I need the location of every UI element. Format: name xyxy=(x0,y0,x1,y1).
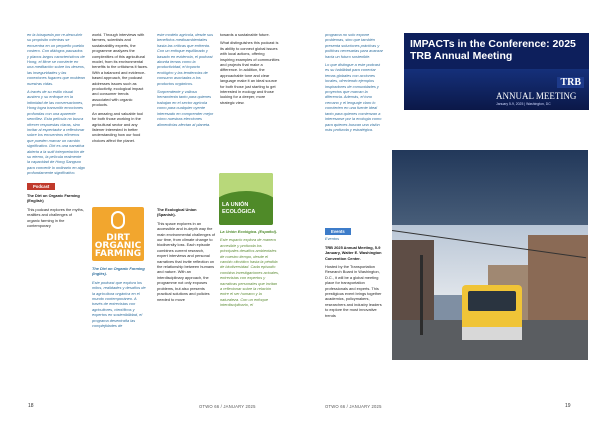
union-english-title: The Ecological Union (Spanish). xyxy=(157,207,197,218)
union-english-text-cont: towards a sustainable future. xyxy=(220,32,270,37)
trb-logo: TRB xyxy=(557,77,584,88)
trb-meeting-title: TRB 2025 Annual Meeting, 5-9 January, Walter E. Washington Convention Center. xyxy=(325,244,382,261)
union-english-text: This space explores in an accessible and in-depth way the main environmental challenges of our time, from climate change to biodiversity loss. Each episode combines current research, expert interviews and personal narratives that invite reflection on the relationship between humans and nature. With an interdisciplinary approach, the programme not only exposes problems, but also presents practical solutions and policies needed to move xyxy=(157,220,215,302)
union-english-text-2: What distinguishes this podcast is its ability to connect global issues with local actions, offering inspiring examples of communities and projects that make a difference. In addition, the approachable tone and clear language make it an ideal source for both those just starting to get interested in ecology and those looking for a deeper, more strategic view. xyxy=(220,40,280,105)
right-column-2b xyxy=(325,224,385,379)
banner-annual-meeting: ANNUAL MEETING xyxy=(496,91,577,101)
left-page-number: 18 xyxy=(28,403,34,409)
dirt-farming-cover xyxy=(92,207,144,261)
tram-photo xyxy=(392,225,588,360)
dirt-podcast-text-cont: world. Through interviews with farmers, scientists and sustainability experts, the programme analyzes the complexities of this agricultural model, from its environmental benefits to the criticisms it faces. With a balanced and evidence-based approach, the podcast addresses issues such as productivity, ecological impact and consumer trends associated with organic products. xyxy=(92,32,148,108)
right-column-2 xyxy=(325,32,385,222)
left-column-3b xyxy=(157,207,215,377)
union-spanish-text: Este espacio explora de manera accesible y profunda los principales desafíos ambientales de nuestro tiempo, desde el cambio climático hasta la pérdida de biodiversidad. Cada episodio combina investigaciones actuales, entrevistas con expertos y narrativas personales que invitan a reflexionar sobre la relación entre el ser humano y la naturaleza. Con un enfoque interdisciplinario, el xyxy=(220,237,280,308)
dirt-podcast-text-2: An amazing and valuable tool for both those working in the agricultural sector and any listener interested in better understanding how our food choices affect the planet. xyxy=(92,110,144,143)
union-cover-line2: ECOLÓGICA xyxy=(222,209,256,215)
union-spanish-title: La Unión Ecológica. (Español). xyxy=(220,229,278,234)
right-column-1b xyxy=(220,229,280,379)
dirt-cover-line3: FARMING xyxy=(94,249,142,259)
podcast-label: Podcast xyxy=(27,183,55,190)
trb-banner xyxy=(404,33,589,110)
dirt-spanish-text: Este podcast que explora los mitos, realidades y desafíos de la agricultura orgánica en el mundo contemporáneo. A través de entrevistas con agricultores, científicos y expertos en sostenibilidad, el programa desentraña las complejidades de xyxy=(92,279,146,329)
left-column-2b xyxy=(92,266,148,376)
film-review-text: en la búsqueda por re-descubrir su propósito mientras se encuentra en un pequeño pueblo costero. Con diálogos pausados y planos largos característicos de Hong, el filme se convierte en una meditación sobre los deseos, las inseguridades y las conexiones fugaces que moldean nuestras vidas. xyxy=(27,32,85,86)
left-column-1 xyxy=(27,32,85,362)
dirt-podcast-title: The Dirt on Organic Farming (English) xyxy=(27,192,80,204)
dirt-podcast-text: This podcast explores the myths, realities and challenges of organic farming in the contemporary xyxy=(27,206,84,228)
dirt-spanish-title: The Dirt on Organic Farming (Inglés). xyxy=(92,266,145,277)
events-sublabel: Eventos xyxy=(325,236,340,242)
left-footer: OTWO 66 / JANUARY 2025 xyxy=(199,404,256,409)
union-spanish-text-2: Lo que distingue a este podcast es su habilidad para conectar temas globales con acciones locales, ofreciendo ejemplos inspiradores de comunidades y proyectos que marcan la diferencia. Además, el tono cercano y el lenguaje claro lo convierten en una fuente ideal tanto para quienes comienzan a interesarse por la ecología como para quienes buscan una visión más profunda y estratégica. xyxy=(325,62,382,132)
right-page xyxy=(220,0,600,423)
left-column-3 xyxy=(157,32,215,207)
film-review-text-2: A través de su estilo visual austero y su enfoque en la intimidad de las conversaciones, Hong logra transmitir emociones profundas con una aparente sencillez. Esta película no busca ofrecer respuestas claras, sino invitar al espectador a reflexionar sobre los encuentros efímeros que pueden marcar un cambio significativo. Dirt es una narrativa abierta a la sutil interpretación de su eterno, la película realmente la capacidad de Hong Sangsoo para convertir lo ordinario en algo profundamente significativo. xyxy=(27,89,85,176)
right-footer: OTWO 66 / JANUARY 2025 xyxy=(325,404,382,409)
dirt-cover-line2: ORGANIC xyxy=(94,241,142,251)
right-page-number: 19 xyxy=(565,403,571,409)
night-street-photo xyxy=(392,150,588,228)
tram xyxy=(462,285,522,340)
trb-meeting-text: Hosted by the Transportation Research Board in Washington, D.C., it will be a global meeting place for transportation professionals and experts. This prestigious event brings together academics, policymakers, researchers and industry leaders to explore the most innovative trends xyxy=(325,264,382,318)
union-ecologica-cover xyxy=(219,173,273,225)
right-column-1 xyxy=(220,32,280,182)
banner-headline: IMPACTs in the Conference: 2025 TRB Annual Meeting xyxy=(410,38,576,62)
union-cover-line1: LA UNIÓN xyxy=(222,202,249,208)
dirt-spanish-text-2: Sorprendente y valiosa herramienta tanto para quienes trabajan en el sector agrícola como para cualquier oyente interesado en comprender mejor cómo nuestras elecciones alimenticias afectan al planeta. xyxy=(157,89,214,127)
union-spanish-text-cont: programa no solo expone problemas, sino que también presenta soluciones prácticas y políticas necesarias para avanzar hacia un futuro sostenible. xyxy=(325,32,383,59)
left-column-2 xyxy=(92,32,148,207)
banner-dates: January 5-9, 2025 | Washington, DC xyxy=(496,102,551,106)
events-label: Events xyxy=(325,228,351,235)
dirt-spanish-text-cont: este modelo agrícola, desde sus beneficios medioambientales hasta las críticas que enfrenta. Con un enfoque equilibrado y basado en evidencia, el podcast aborda temas como la productividad, el impacto ecológico y las tendencias de consumo asociadas a los productos orgánicos. xyxy=(157,32,214,86)
microphone-icon xyxy=(111,211,125,229)
dirt-cover-line1: DIRT xyxy=(106,233,130,243)
